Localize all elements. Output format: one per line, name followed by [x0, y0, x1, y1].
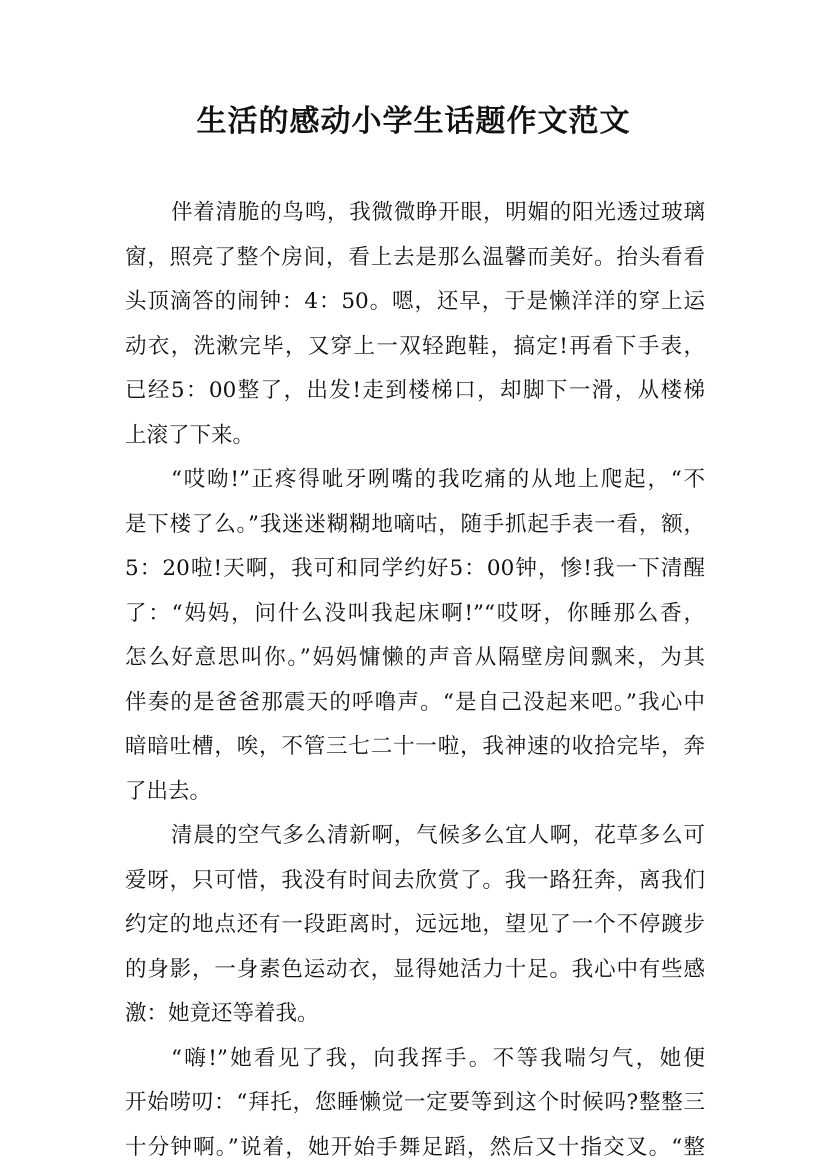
- document-title: 生活的感动小学生话题作文范文: [196, 104, 631, 139]
- paragraph-1-line-6: 上滚了下来。: [125, 422, 255, 448]
- paragraph-1-line-1: 伴着清脆的鸟鸣，我微微睁开眼，明媚的阳光透过玻璃: [171, 200, 705, 225]
- paragraph-3-line-2: 爱呀，只可惜，我没有时间去欣赏了。我一路狂奔，离我们: [125, 867, 705, 893]
- paragraph-1-line-3: 头顶滴答的闹钟：4：50。嗯，还早，于是懒洋洋的穿上运: [125, 289, 705, 314]
- paragraph-4-line-2: 开始唠叨：“拜托，您睡懒觉一定要等到这个时候吗?整整三: [125, 1090, 705, 1115]
- paragraph-1-line-5: 已经5：00整了，出发!走到楼梯口，却脚下一滑，从楼梯: [125, 378, 705, 403]
- paragraph-3-line-1: 清晨的空气多么清新啊，气候多么宜人啊，花草多么可: [171, 823, 705, 848]
- paragraph-2-line-4: 了：“妈妈，问什么没叫我起床啊!”“哎呀，你睡那么香，: [125, 600, 705, 626]
- paragraph-4-line-3: 十分钟啊。”说着，她开始手舞足蹈，然后又十指交叉。“整: [125, 1134, 705, 1160]
- paragraph-3-line-3: 约定的地点还有一段距离时，远远地，望见了一个不停踱步: [125, 912, 705, 937]
- paragraph-2-line-8: 了出去。: [125, 778, 212, 804]
- paragraph-2-line-5: 怎么好意思叫你。”妈妈慵懒的声音从隔壁房间飘来，为其: [125, 645, 705, 670]
- paragraph-3-line-4: 的身影，一身素色运动衣，显得她活力十足。我心中有些感: [125, 956, 705, 982]
- paragraph-2-line-1: “哎呦!”正疼得呲牙咧嘴的我吃痛的从地上爬起，“不: [171, 467, 705, 492]
- document-body: [125, 191, 705, 1170]
- paragraph-2-line-7: 暗暗吐槽，唉，不管三七二十一啦，我神速的收拾完毕，奔: [125, 734, 705, 759]
- paragraph-4-line-1: “嗨!”她看见了我，向我挥手。不等我喘匀气，她便: [171, 1045, 705, 1071]
- paragraph-2-line-2: 是下楼了么。”我迷迷糊糊地嘀咕，随手抓起手表一看，额，: [125, 511, 705, 537]
- paragraph-2-line-3: 5：20啦!天啊，我可和同学约好5：00钟，惨!我一下清醒: [125, 556, 705, 581]
- paragraph-1-line-4: 动衣，洗漱完毕，又穿上一双轻跑鞋，搞定!再看下手表，: [125, 333, 705, 359]
- paragraph-2-line-6: 伴奏的是爸爸那震天的呼噜声。“是自己没起来吧。”我心中: [125, 689, 705, 715]
- paragraph-3-line-5: 激：她竟还等着我。: [125, 1001, 319, 1026]
- paragraph-1-line-2: 窗，照亮了整个房间，看上去是那么温馨而美好。抬头看看: [125, 244, 705, 270]
